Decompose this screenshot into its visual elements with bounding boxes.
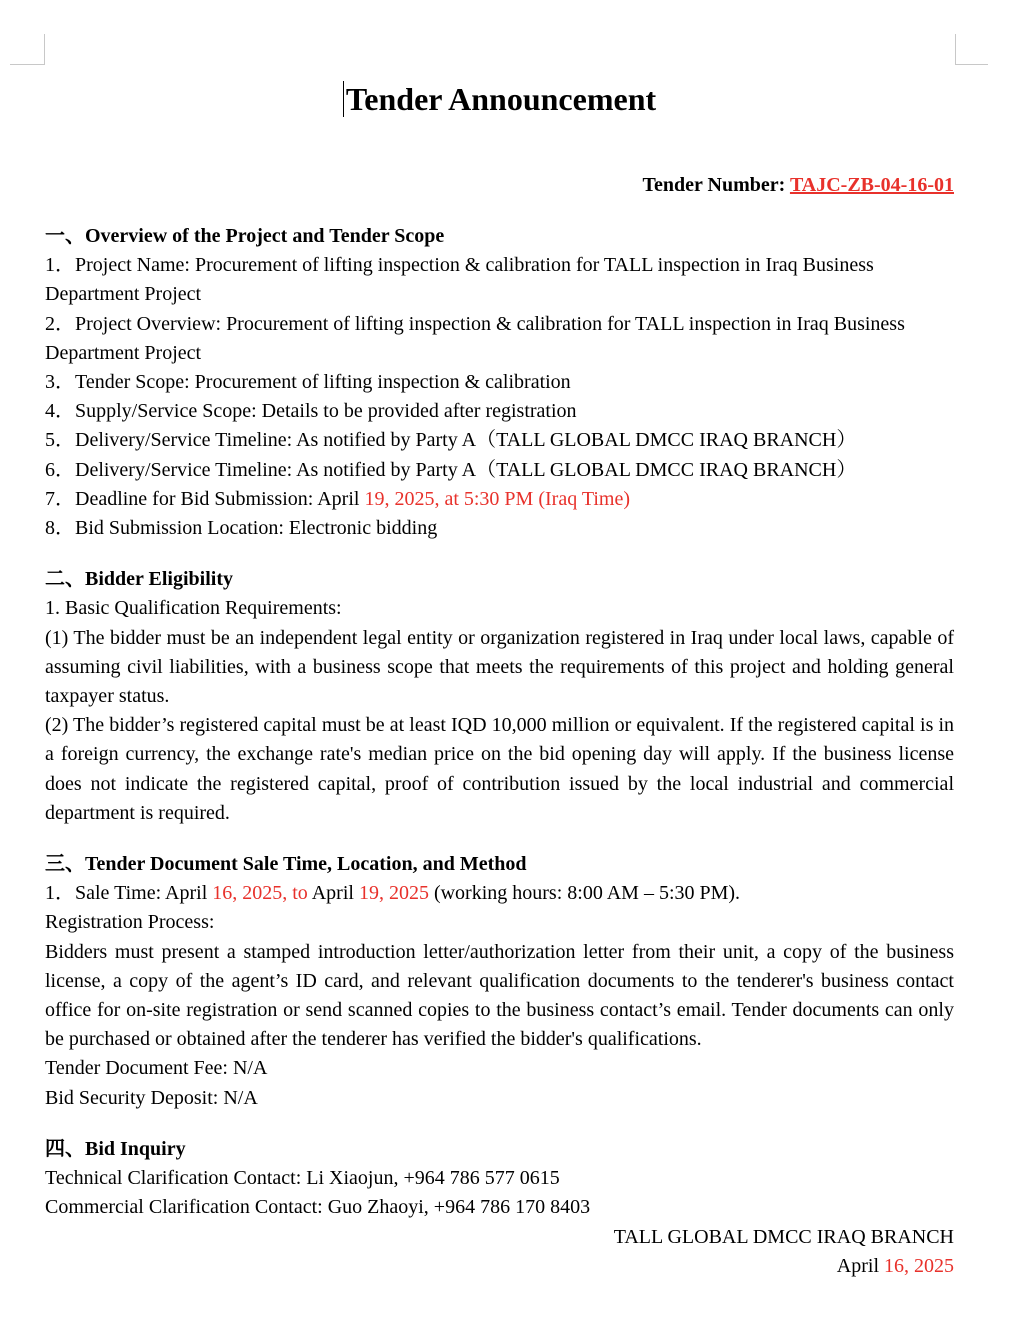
delivery-timeline-item-2: 6．Delivery/Service Timeline: As notified by Party A（TALL GLOBAL DMCC IRAQ BRANCH） <box>45 458 857 481</box>
supply-scope-item: 4．Supply/Service Scope: Details to be provided after registration <box>45 400 577 423</box>
bid-location-item: 8．Bid Submission Location: Electronic bidding <box>45 517 438 540</box>
section-1-heading: 一、Overview of the Project and Tender Scope <box>45 225 445 247</box>
section-2-heading: 二、Bidder Eligibility <box>45 568 233 591</box>
signature-org: TALL GLOBAL DMCC IRAQ BRANCH <box>613 1225 954 1248</box>
bid-security-deposit: Bid Security Deposit: N/A <box>45 1086 258 1109</box>
title-row <box>45 76 954 122</box>
project-overview-item: 2．Project Overview: Procurement of lifting inspection & calibration for TALL inspection in Iraq Business Department Project <box>45 312 905 364</box>
tender-number: TAJC-ZB-04-16-01 <box>789 174 954 196</box>
sale-end-date: 19, 2025 <box>358 882 429 905</box>
signature-date-day: 16, 2025 <box>884 1254 954 1277</box>
page-title: Tender Announcement <box>345 81 657 117</box>
bid-deadline-item <box>45 485 954 514</box>
signature-date-month: April <box>836 1254 884 1277</box>
crop-mark-top-right <box>955 34 988 65</box>
project-name-item: 1．Project Name: Procurement of lifting inspection & calibration for TALL inspection in Iraq Business Department Project <box>45 254 874 306</box>
qualification-paragraph-1: (1) The bidder must be an independent legal entity or organization registered in Iraq under local laws, capable of assuming civil liabilities, with a business scope that meets the requirements of this project and holding general taxpayer status. <box>45 626 954 708</box>
technical-contact: Technical Clarification Contact: Li Xiaojun, +964 786 577 0615 <box>45 1167 560 1190</box>
sale-time-item <box>45 879 954 908</box>
crop-mark-top-left <box>10 34 45 65</box>
text-cursor <box>343 81 344 117</box>
bid-deadline-label: 7．Deadline for Bid Submission: April <box>45 487 365 510</box>
section-3-heading: 三、Tender Document Sale Time, Location, and Method <box>45 853 527 876</box>
sale-mid-text: April <box>307 882 359 905</box>
tender-document-fee: Tender Document Fee: N/A <box>45 1057 268 1080</box>
delivery-timeline-item: 5．Delivery/Service Timeline: As notified by Party A（TALL GLOBAL DMCC IRAQ BRANCH） <box>45 429 857 452</box>
section-4-heading: 四、Bid Inquiry <box>45 1137 186 1160</box>
tender-number-line <box>45 170 954 200</box>
qualification-paragraph-2: (2) The bidder’s registered capital must be at least IQD 10,000 million or equivalent. If the registered capital is in a foreign currency, the exchange rate's median price on the bid opening day will apply. If the business license does not indicate the registered capital, proof of contribution issued by the local industrial and commercial department is required. <box>45 714 954 824</box>
tender-number-label: Tender Number: <box>642 174 786 196</box>
sale-start-date: 16, 2025, to <box>212 882 308 905</box>
registration-process-text: Bidders must present a stamped introduction letter/authorization letter from their unit, a copy of the business license, a copy of the agent’s ID card, and relevant qualification documents to the tenderer's business contact office for on-site registration or send scanned copies to the business contact’s email. Tender documents can only be purchased or obtained after the tenderer has verified the bidder's qualifications. <box>45 940 954 1051</box>
tender-scope-item: 3．Tender Scope: Procurement of lifting inspection & calibration <box>45 371 571 394</box>
sale-time-label: 1．Sale Time: April <box>45 882 213 905</box>
signature-date <box>45 1252 954 1281</box>
commercial-contact: Commercial Clarification Contact: Guo Zhaoyi, +964 786 170 8403 <box>45 1196 591 1219</box>
sale-hours: (working hours: 8:00 AM – 5:30 PM). <box>428 882 741 905</box>
registration-process-label: Registration Process: <box>45 911 215 934</box>
bid-deadline-date: 19, 2025, at 5:30 PM (Iraq Time) <box>364 487 630 510</box>
document-page[interactable] <box>45 76 954 1281</box>
qualification-subheading: 1. Basic Qualification Requirements: <box>45 597 342 620</box>
